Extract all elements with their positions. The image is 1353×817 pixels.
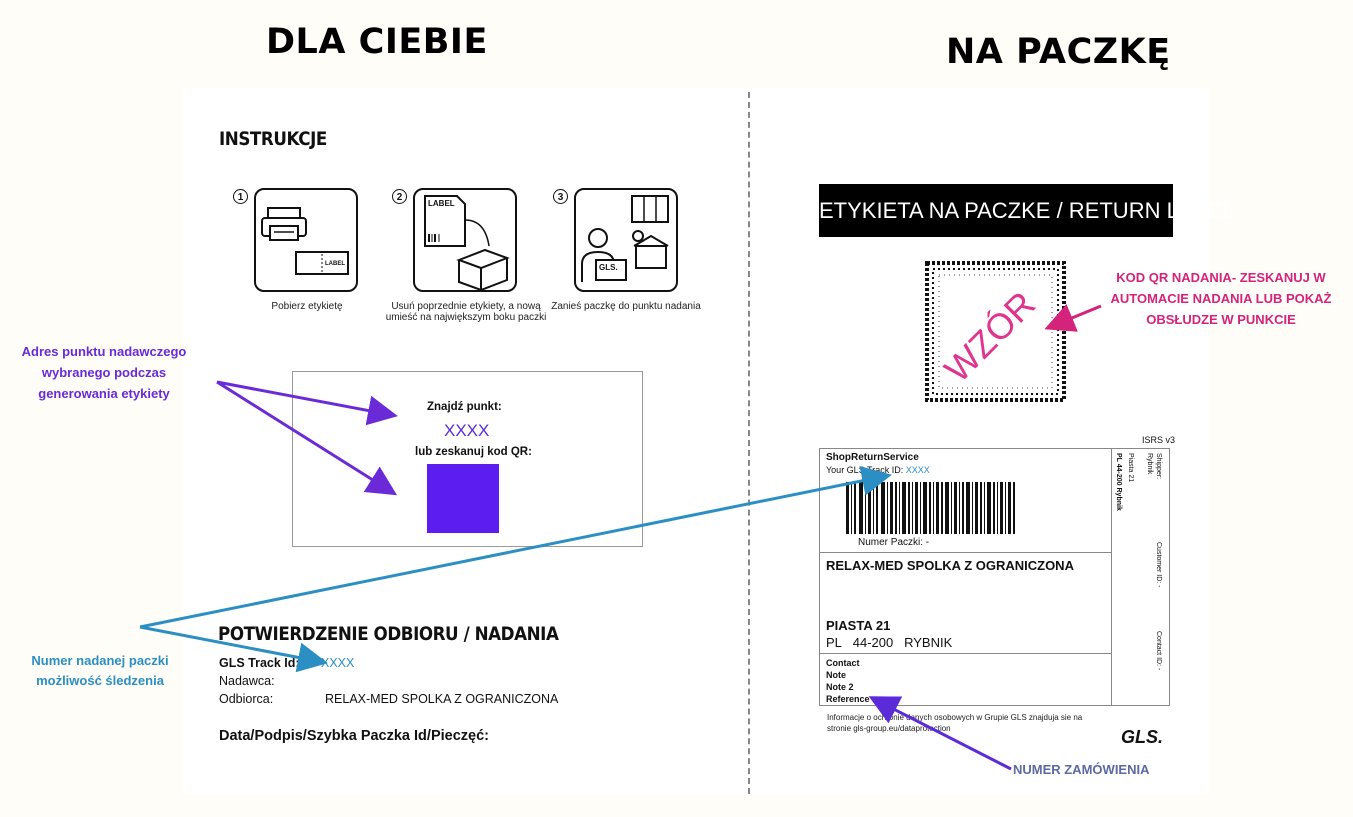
label-country: PL — [826, 635, 842, 650]
step-3-number: 3 — [553, 189, 568, 204]
conf-receiver-value: RELAX-MED SPOLKA Z OGRANICZONA — [325, 692, 559, 706]
step-1-caption: Pobierz etykietę — [271, 301, 343, 312]
step-3-caption: Zanieś paczkę do punktu nadania — [551, 301, 701, 312]
conf-track-value: XXXX — [321, 656, 355, 670]
find-point-qr-label: lub zeskanuj kod QR: — [415, 446, 532, 458]
label-field-note: Note — [826, 670, 846, 680]
annotation-qr-code: KOD QR NADANIA- ZESKANUJ W AUTOMACIE NADANIA LUB POKAŻ OBSŁUDZE W PUNKCIE — [1110, 270, 1332, 327]
heading-for-you: DLA CIEBIE — [266, 22, 488, 62]
step-2-icon-text: LABEL — [428, 199, 455, 208]
label-footnote: Informacje o ochronie danych osobowych w Grupie GLS znajduja sie na stronie gls-group.eu/dataprotection — [827, 713, 1083, 733]
label-side-street: Piasta 21 — [1127, 453, 1134, 483]
gls-logo: GLS. — [1121, 727, 1164, 747]
instructions-title: INSTRUKCJE — [219, 128, 327, 150]
find-point-value: XXXX — [444, 421, 490, 440]
label-company: RELAX-MED SPOLKA Z OGRANICZONA — [826, 558, 1074, 573]
label-track-label: Your GLS Track ID: — [826, 465, 904, 475]
label-version: ISRS v3 — [1142, 435, 1176, 445]
label-field-note2: Note 2 — [826, 682, 854, 692]
step-1-number: 1 — [233, 189, 248, 204]
label-side-customer-id: Customer ID: - — [1155, 542, 1162, 588]
heading-for-parcel: NA PACZKĘ — [946, 32, 1171, 72]
label-side-shipper: Shipper: — [1155, 453, 1162, 480]
arrow-tracking — [140, 476, 886, 662]
label-service: ShopReturnService — [826, 452, 919, 463]
label-field-reference: Reference — [826, 694, 870, 704]
conf-track-label: GLS Track Id: — [219, 656, 300, 670]
label-parcel-number: Numer Paczki: - — [858, 537, 930, 548]
annotation-tracking: Numer nadanej paczki możliwość śledzenia — [31, 653, 169, 688]
label-side-contact-id: Contact ID: - — [1155, 631, 1162, 671]
annotation-order-number: NUMER ZAMÓWIENIA — [1013, 762, 1150, 777]
label-side-postal: PL 44-200 Rybnik — [1115, 453, 1122, 511]
label-side-shipper-city: Rybnik — [1146, 453, 1153, 475]
step-2-number: 2 — [392, 189, 407, 204]
label-field-contact: Contact — [826, 658, 860, 668]
return-label-banner: ETYKIETA NA PACZKE / RETURN LABEL — [819, 184, 1173, 237]
label-postcode: 44-200 — [852, 635, 894, 650]
step-3-icon-text: GLS. — [599, 263, 618, 272]
conf-sender-label: Nadawca: — [219, 674, 275, 688]
annotation-address: Adres punktu nadawczego wybranego podczas generowania etykiety — [21, 344, 187, 401]
qr-watermark: WZÓR — [936, 283, 1044, 391]
conf-receiver-label: Odbiorca: — [219, 692, 274, 706]
confirmation-title: POTWIERDZENIE ODBIORU / NADANIA — [218, 623, 559, 645]
step-2-caption: Usuń poprzednie etykiety, a nową umieść na największym boku paczki — [385, 301, 547, 323]
label-city: RYBNIK — [904, 635, 953, 650]
step-1-icon-text: LABEL — [325, 261, 345, 267]
conf-signature-label: Data/Podpis/Szybka Paczka Id/Pieczęć: — [219, 728, 489, 744]
arrow-qr-code — [1050, 306, 1101, 327]
find-point-label: Znajdź punkt: — [427, 401, 502, 413]
arrow-address-to-point — [217, 382, 392, 492]
arrow-order-number — [874, 699, 1011, 769]
label-street: PIASTA 21 — [826, 618, 891, 633]
label-track-value: XXXX — [905, 465, 930, 475]
